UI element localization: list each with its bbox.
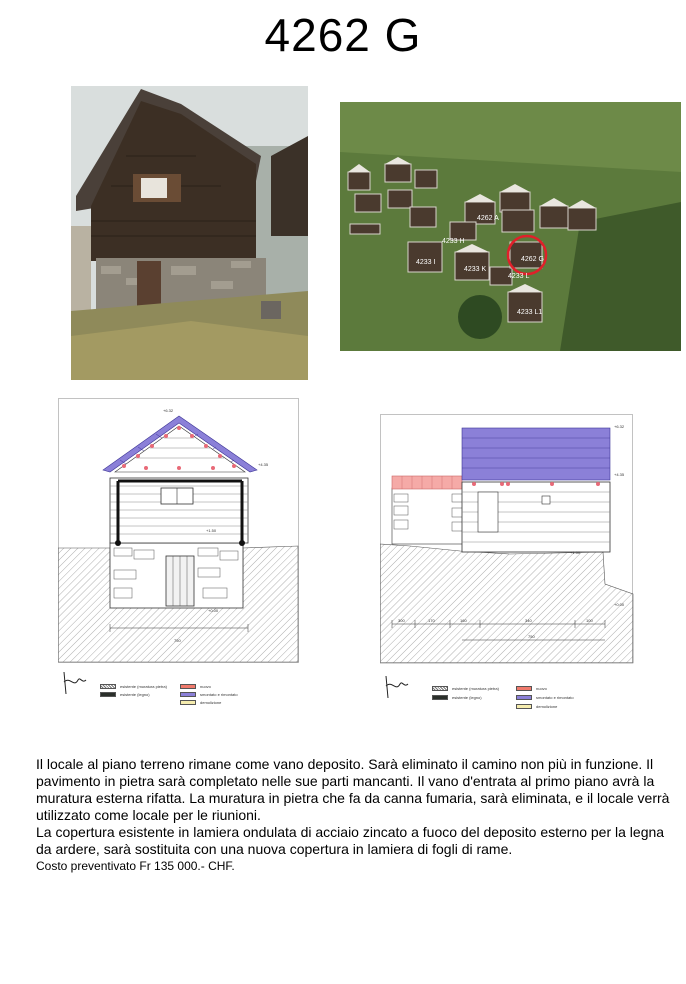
description-block: [36, 756, 676, 875]
legend-label: demolizione: [200, 700, 222, 705]
dimension-label: 750: [174, 638, 181, 643]
page-title: 4262 G: [264, 9, 422, 61]
legend-label: esistente (muratura pietra): [120, 684, 167, 689]
legend-swatch: [516, 704, 532, 709]
cost-estimate: Costo preventivato Fr 135 000.- CHF.: [36, 859, 235, 873]
aerial-label: 4233 L1: [517, 309, 543, 316]
level-label: +0.00: [614, 602, 625, 607]
dimension-label: 170: [428, 618, 435, 623]
level-label: +1.50: [570, 550, 581, 555]
level-label: +4.35: [614, 472, 625, 477]
legend-front: [100, 684, 260, 710]
legend-side: [432, 686, 592, 712]
legend-swatch: [100, 692, 116, 697]
level-label: +6.32: [163, 408, 174, 413]
signature-right: [382, 672, 412, 707]
legend-label: esistente (legno): [120, 692, 150, 697]
legend-label: esistente (legno): [452, 695, 482, 700]
legend-swatch: [180, 692, 196, 697]
side-elevation-drawing: [380, 414, 634, 664]
house-photo: [71, 86, 308, 380]
legend-label: demolizione: [536, 704, 558, 709]
dimension-label: 750: [528, 634, 535, 639]
dimension-label: 340: [525, 618, 532, 623]
front-elevation-drawing: [58, 398, 300, 664]
description-paragraph: Il locale al piano terreno rimane come vano deposito. Sarà eliminato il camino non più in funzione. Il pavimento in pietra sarà completato nelle sue parti mancanti. Il vano d'entrata al primo piano avrà la muratura esterna rifatta. La muratura in pietra che fa da canna fumaria, sarà eliminata, e il locale verrà utilizzato come locale per le riunioni.: [36, 756, 670, 823]
legend-swatch: [516, 686, 532, 691]
aerial-label: 4233 K: [464, 266, 487, 273]
legend-label: nuovo: [200, 684, 211, 689]
signature-left: [60, 668, 90, 703]
level-label: +0.00: [208, 608, 219, 613]
legend-swatch: [180, 700, 196, 705]
legend-label: esistente (muratura pietra): [452, 686, 499, 691]
legend-swatch: [180, 684, 196, 689]
aerial-photo: [340, 102, 681, 351]
legend-label: smontato e rimontato: [536, 695, 574, 700]
dimension-label: 160: [460, 618, 467, 623]
aerial-label: 4233 L: [508, 273, 530, 280]
legend-swatch: [432, 695, 448, 700]
aerial-label: 4233 I: [416, 259, 436, 266]
dimension-label: 100: [586, 618, 593, 623]
aerial-label: 4233 H: [442, 238, 465, 245]
aerial-label: 4262 A: [477, 215, 499, 222]
level-label: +6.32: [614, 424, 625, 429]
legend-swatch: [516, 695, 532, 700]
legend-label: nuovo: [536, 686, 547, 691]
aerial-label: 4262 G: [521, 256, 544, 263]
level-label: +1.50: [206, 528, 217, 533]
level-label: +4.35: [258, 462, 269, 467]
legend-label: smontato e rimontato: [200, 692, 238, 697]
legend-swatch-hatch: [100, 684, 116, 689]
legend-swatch-hatch: [432, 686, 448, 691]
dimension-label: 300: [398, 618, 405, 623]
description-paragraph: La copertura esistente in lamiera ondulata di acciaio zincato a fuoco del deposito esterno per la legna da ardere, sarà sostituita con una nuova copertura in lamiera di fogli di rame.: [36, 824, 665, 857]
